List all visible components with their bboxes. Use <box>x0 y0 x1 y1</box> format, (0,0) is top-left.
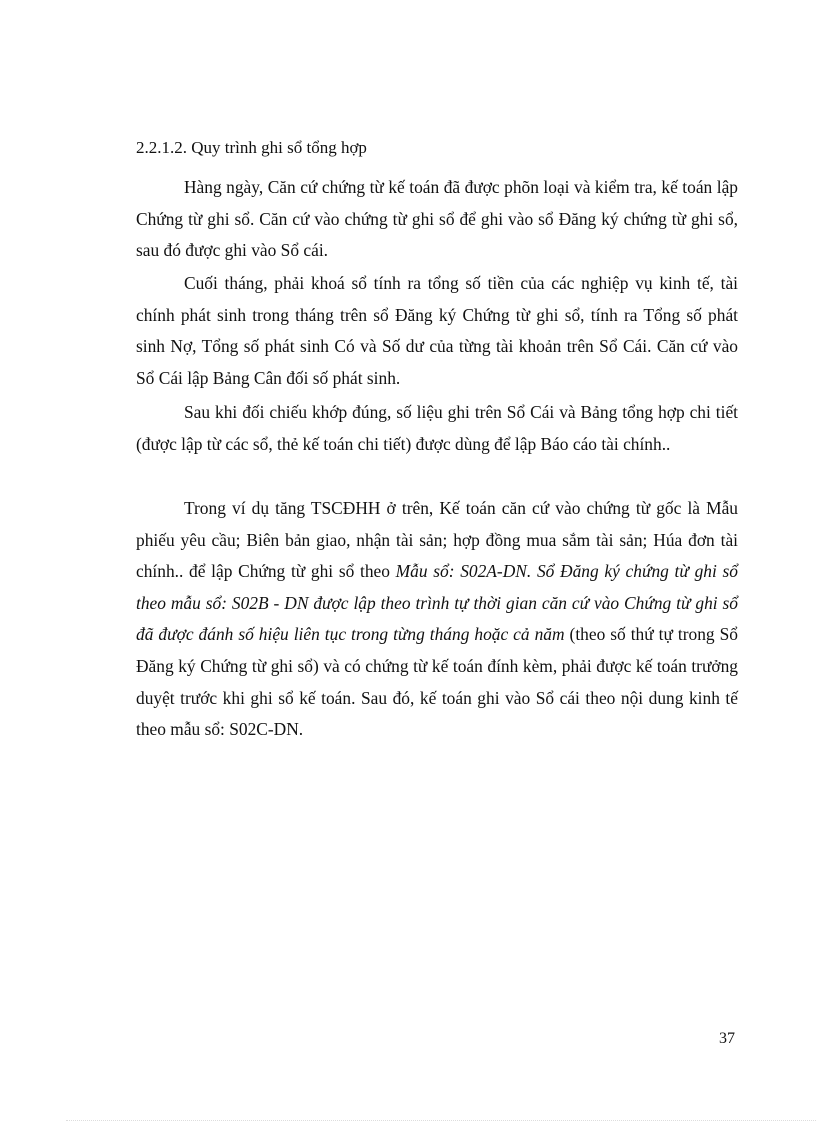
paragraph-4-text-start: Trong ví dụ tăng TSCĐHH ở trên, Kế toán căn cứ vào chứng từ gốc là Mẫu phiếu yêu cầu; Biên bản giao, nhận tài sản; hợp đồng mua sắm tài sản; Húa đơn tài chính.. để lập Chứng từ ghi sổ theo <box>136 498 738 582</box>
section-heading: 2.2.1.2. Quy trình ghi sổ tổng hợp <box>136 138 367 157</box>
paragraph-3: Sau khi đối chiếu khớp đúng, số liệu ghi trên Sổ Cái và Bảng tổng hợp chi tiết (được lập từ các sổ, thẻ kế toán chi tiết) được dùng để lập Báo cáo tài chính.. <box>136 402 738 454</box>
page-number: 37 <box>719 1030 735 1047</box>
paragraph-4 <box>136 493 738 746</box>
footer-divider <box>66 1120 816 1121</box>
paragraph-2: Cuối tháng, phải khoá sổ tính ra tổng số tiền của các nghiệp vụ kinh tế, tài chính phát sinh trong tháng trên sổ Đăng ký Chứng từ ghi sổ, tính ra Tổng số phát sinh Nợ, Tổng số phát sinh Có và Số dư của từng tài khoản trên Sổ Cái. Căn cứ vào Sổ Cái lập Bảng Cân đối số phát sinh. <box>136 273 738 388</box>
paragraph-4-text-end: (theo số thứ tự trong Sổ Đăng ký Chứng từ ghi sổ) và có chứng từ kế toán đính kèm, phải được kế toán trưởng duyệt trước khi ghi sổ kế toán. Sau đó, kế toán ghi vào Sổ cái theo nội dung kinh tế theo mẫu sổ: S02C-DN. <box>136 624 738 740</box>
paragraph-4-italic-form-reference: Mẫu sổ: S02A-DN. Sổ Đăng ký chứng từ ghi sổ theo mẫu sổ: S02B - DN được lập theo trình tự thời gian căn cứ vào Chứng từ ghi sổ đã được đánh số hiệu liên tục trong từng tháng hoặc cả năm <box>136 561 738 645</box>
paragraph-1: Hàng ngày, Căn cứ chứng từ kế toán đã được phõn loại và kiểm tra, kế toán lập Chứng từ ghi sổ. Căn cứ vào chứng từ ghi sổ để ghi vào sổ Đăng ký chứng từ ghi sổ, sau đó được ghi vào Sổ cái. <box>136 177 738 261</box>
